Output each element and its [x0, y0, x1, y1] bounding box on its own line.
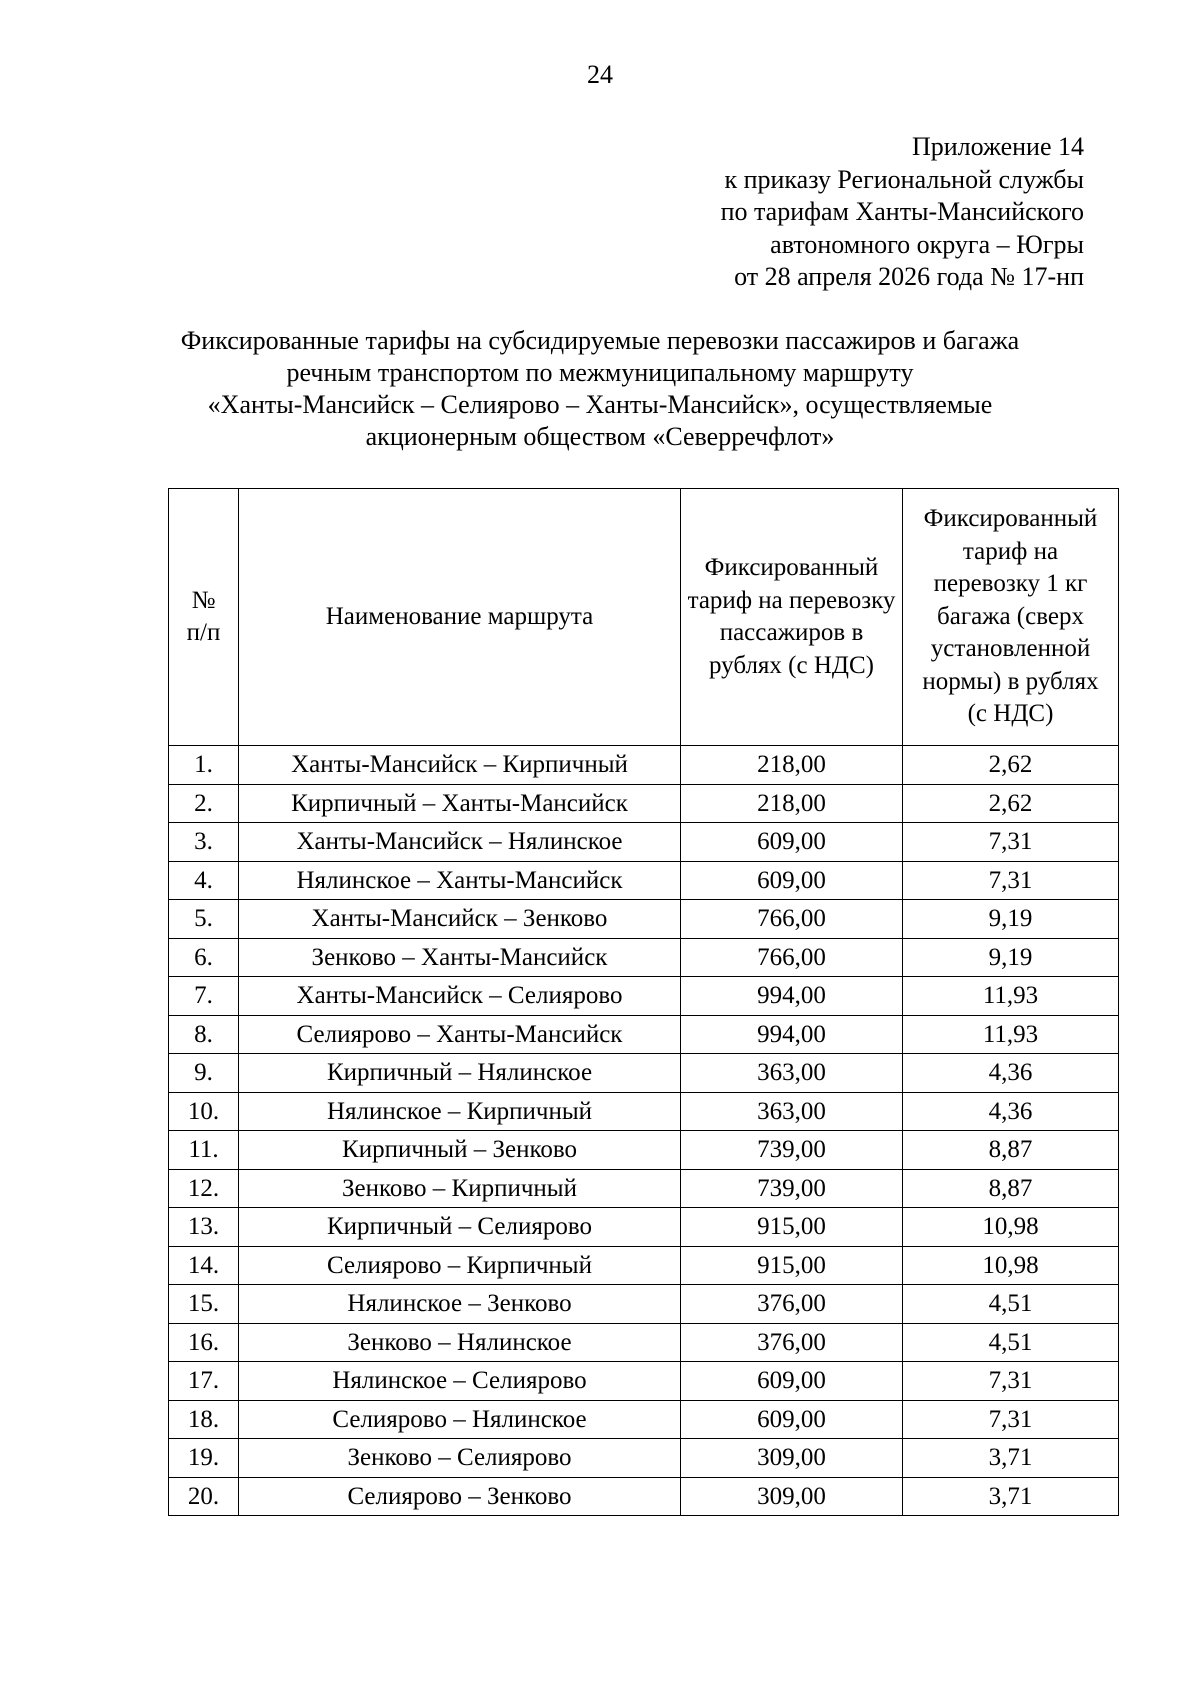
cell-passenger-tariff: 218,00 [681, 784, 903, 823]
table-row [169, 1015, 1119, 1054]
header-passenger-tariff: Фиксированный тариф на перевозку пассажиров в рублях (с НДС) [681, 489, 903, 746]
header-route: Наименование маршрута [239, 489, 681, 746]
cell-baggage-tariff: 4,51 [903, 1285, 1119, 1324]
cell-num: 4. [169, 861, 239, 900]
table-row [169, 861, 1119, 900]
cell-route: Зенково – Кирпичный [239, 1169, 681, 1208]
table-header-row [169, 489, 1119, 746]
table-row [169, 784, 1119, 823]
header-baggage-tariff: Фиксированный тариф на перевозку 1 кг багажа (сверх установленной нормы) в рублях (с НДС) [903, 489, 1119, 746]
cell-baggage-tariff: 4,36 [903, 1054, 1119, 1093]
cell-route: Селиярово – Нялинское [239, 1400, 681, 1439]
cell-num: 18. [169, 1400, 239, 1439]
cell-route: Зенково – Ханты-Мансийск [239, 938, 681, 977]
cell-route: Ханты-Мансийск – Селиярово [239, 977, 681, 1016]
cell-num: 16. [169, 1323, 239, 1362]
page-number: 24 [587, 60, 613, 89]
appendix-block [484, 131, 1084, 294]
cell-baggage-tariff: 4,36 [903, 1092, 1119, 1131]
cell-route: Селиярово – Зенково [239, 1477, 681, 1516]
cell-route: Ханты-Мансийск – Зенково [239, 900, 681, 939]
table-row [169, 1285, 1119, 1324]
appendix-line: по тарифам Ханты-Мансийского [720, 197, 1084, 226]
cell-num: 17. [169, 1362, 239, 1401]
cell-num: 1. [169, 746, 239, 785]
cell-baggage-tariff: 9,19 [903, 900, 1119, 939]
cell-num: 7. [169, 977, 239, 1016]
cell-num: 13. [169, 1208, 239, 1247]
cell-num: 12. [169, 1169, 239, 1208]
table-row [169, 823, 1119, 862]
cell-route: Ханты-Мансийск – Нялинское [239, 823, 681, 862]
cell-passenger-tariff: 915,00 [681, 1246, 903, 1285]
cell-num: 2. [169, 784, 239, 823]
cell-num: 19. [169, 1439, 239, 1478]
appendix-line: автономного округа – Югры [770, 229, 1084, 259]
cell-passenger-tariff: 309,00 [681, 1477, 903, 1516]
title-line: «Ханты-Мансийск – Селиярово – Ханты-Мансийск», осуществляемые [207, 390, 993, 419]
cell-passenger-tariff: 309,00 [681, 1439, 903, 1478]
title-line: Фиксированные тарифы на субсидируемые перевозки пассажиров и багажа [180, 326, 1020, 355]
cell-route: Ханты-Мансийск – Кирпичный [239, 746, 681, 785]
cell-passenger-tariff: 915,00 [681, 1208, 903, 1247]
cell-passenger-tariff: 739,00 [681, 1169, 903, 1208]
cell-passenger-tariff: 766,00 [681, 938, 903, 977]
cell-route: Кирпичный – Зенково [239, 1131, 681, 1170]
cell-passenger-tariff: 766,00 [681, 900, 903, 939]
cell-num: 20. [169, 1477, 239, 1516]
cell-passenger-tariff: 363,00 [681, 1054, 903, 1093]
table-body [169, 746, 1119, 1516]
cell-baggage-tariff: 3,71 [903, 1477, 1119, 1516]
cell-passenger-tariff: 994,00 [681, 1015, 903, 1054]
table-row [169, 977, 1119, 1016]
cell-baggage-tariff: 2,62 [903, 746, 1119, 785]
cell-passenger-tariff: 609,00 [681, 823, 903, 862]
table-row [169, 746, 1119, 785]
cell-baggage-tariff: 8,87 [903, 1169, 1119, 1208]
cell-baggage-tariff: 9,19 [903, 938, 1119, 977]
table-row [169, 1169, 1119, 1208]
tariff-table [168, 488, 1119, 1516]
cell-num: 15. [169, 1285, 239, 1324]
cell-route: Нялинское – Ханты-Мансийск [239, 861, 681, 900]
cell-passenger-tariff: 609,00 [681, 861, 903, 900]
cell-passenger-tariff: 994,00 [681, 977, 903, 1016]
table-row [169, 1400, 1119, 1439]
title-line: речным транспортом по межмуниципальному маршруту [286, 358, 914, 387]
cell-route: Нялинское – Кирпичный [239, 1092, 681, 1131]
cell-num: 6. [169, 938, 239, 977]
cell-num: 9. [169, 1054, 239, 1093]
cell-passenger-tariff: 218,00 [681, 746, 903, 785]
cell-route: Зенково – Нялинское [239, 1323, 681, 1362]
cell-baggage-tariff: 11,93 [903, 977, 1119, 1016]
header-num: № п/п [169, 489, 239, 746]
cell-baggage-tariff: 10,98 [903, 1208, 1119, 1247]
cell-route: Кирпичный – Ханты-Мансийск [239, 784, 681, 823]
cell-passenger-tariff: 739,00 [681, 1131, 903, 1170]
table-row [169, 1131, 1119, 1170]
table-row [169, 1054, 1119, 1093]
cell-num: 14. [169, 1246, 239, 1285]
table-row [169, 1246, 1119, 1285]
cell-baggage-tariff: 7,31 [903, 1362, 1119, 1401]
cell-route: Кирпичный – Селиярово [239, 1208, 681, 1247]
cell-route: Селиярово – Кирпичный [239, 1246, 681, 1285]
cell-route: Зенково – Селиярово [239, 1439, 681, 1478]
table-row [169, 1092, 1119, 1131]
cell-baggage-tariff: 3,71 [903, 1439, 1119, 1478]
cell-baggage-tariff: 11,93 [903, 1015, 1119, 1054]
appendix-line: Приложение 14 [911, 132, 1084, 161]
cell-route: Кирпичный – Нялинское [239, 1054, 681, 1093]
cell-baggage-tariff: 7,31 [903, 1400, 1119, 1439]
table-row [169, 1477, 1119, 1516]
table-row [169, 1323, 1119, 1362]
cell-passenger-tariff: 609,00 [681, 1362, 903, 1401]
table-row [169, 938, 1119, 977]
cell-num: 5. [169, 900, 239, 939]
cell-baggage-tariff: 4,51 [903, 1323, 1119, 1362]
cell-baggage-tariff: 10,98 [903, 1246, 1119, 1285]
cell-route: Нялинское – Зенково [239, 1285, 681, 1324]
cell-num: 11. [169, 1131, 239, 1170]
cell-passenger-tariff: 376,00 [681, 1285, 903, 1324]
appendix-line: к приказу Региональной службы [724, 164, 1084, 194]
document-title [0, 325, 1200, 453]
cell-baggage-tariff: 2,62 [903, 784, 1119, 823]
table-row [169, 1362, 1119, 1401]
cell-num: 8. [169, 1015, 239, 1054]
table-row [169, 900, 1119, 939]
title-line: акционерным обществом «Северречфлот» [365, 422, 835, 451]
cell-baggage-tariff: 7,31 [903, 823, 1119, 862]
appendix-line: от 28 апреля 2026 года № 17-нп [734, 262, 1084, 291]
cell-passenger-tariff: 609,00 [681, 1400, 903, 1439]
table-row [169, 1439, 1119, 1478]
cell-passenger-tariff: 376,00 [681, 1323, 903, 1362]
cell-baggage-tariff: 8,87 [903, 1131, 1119, 1170]
cell-num: 3. [169, 823, 239, 862]
cell-num: 10. [169, 1092, 239, 1131]
cell-route: Селиярово – Ханты-Мансийск [239, 1015, 681, 1054]
cell-passenger-tariff: 363,00 [681, 1092, 903, 1131]
cell-route: Нялинское – Селиярово [239, 1362, 681, 1401]
cell-baggage-tariff: 7,31 [903, 861, 1119, 900]
table-row [169, 1208, 1119, 1247]
